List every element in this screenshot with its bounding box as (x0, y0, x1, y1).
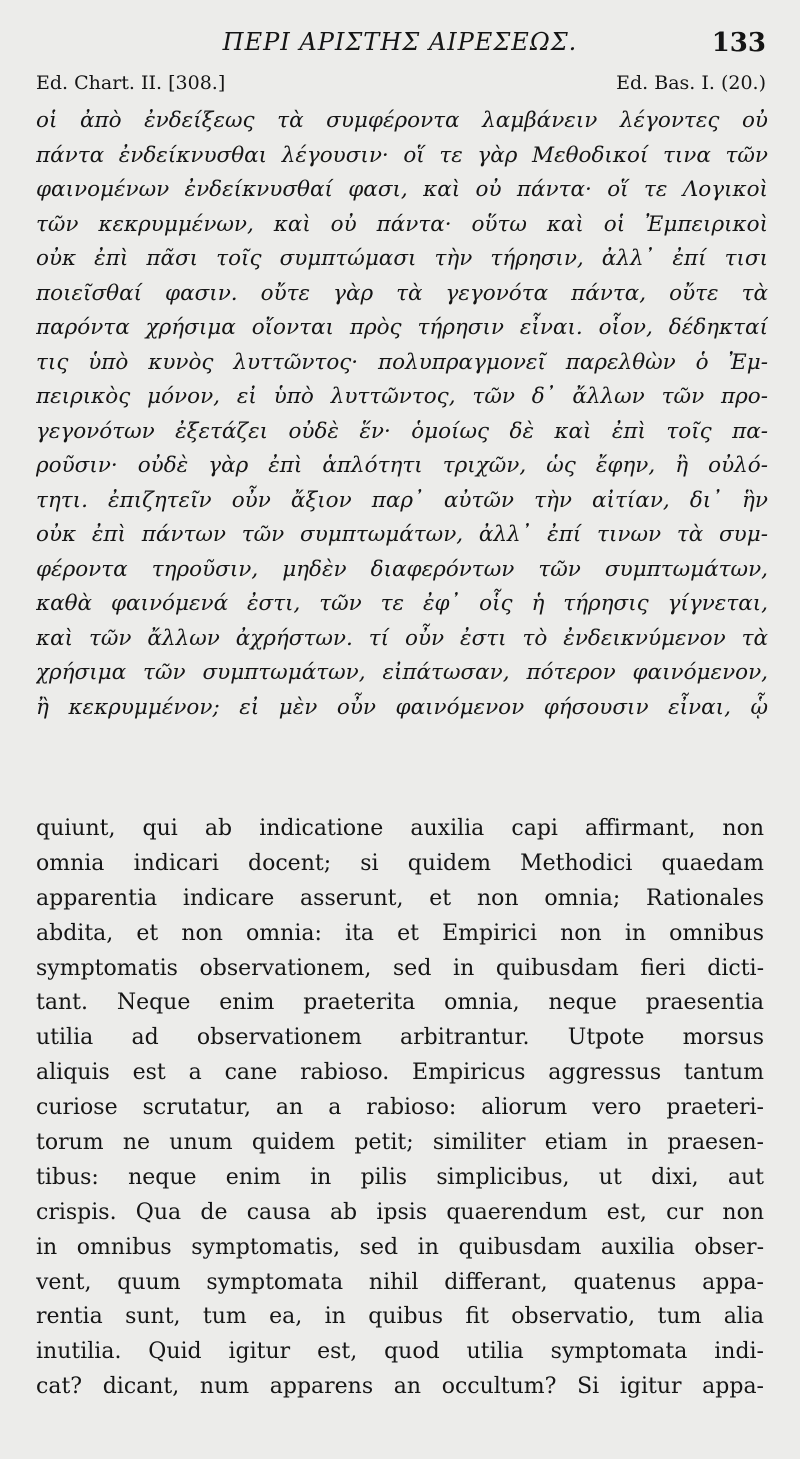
greek-line: καὶ τῶν ἄλλων ἀχρήστων. τί οὖν ἐστι τὸ ἐνδεικνύμενον τὰ (36, 625, 768, 651)
greek-line: τῶν κεκρυμμένων, καὶ οὐ πάντα· οὕτω καὶ οἱ Ἐμπειρικοὶ (36, 211, 768, 237)
greek-line: φέροντα τηροῦσιν, μηδὲν διαφερόντων τῶν συμπτωμάτων, (36, 556, 768, 582)
latin-line: inutilia. Quid igitur est, quod utilia symptomata indi- (36, 1339, 764, 1365)
latin-line: vent, quum symptomata nihil differant, quatenus appa- (36, 1269, 764, 1295)
greek-line: ροῦσιν· οὐδὲ γὰρ ἐπὶ ἁπλότητι τριχῶν, ὡς ἔφην, ἢ οὐλό- (36, 453, 768, 478)
basel-edition-reference: Ed. Bas. I. (20.) (616, 72, 766, 94)
running-title: ΠΕΡΙ ΑΡΙΣΤΗΣ ΑΙΡΕΣΕΩΣ. (222, 28, 578, 56)
latin-line: torum ne unum quidem petit; similiter etiam in praesen- (36, 1130, 764, 1156)
greek-line: τητι. ἐπιζητεῖν οὖν ἄξιον παρ᾽ αὐτῶν τὴν αἰτίαν, δι᾽ ἣν (36, 487, 768, 513)
latin-line: cat? dicant, num apparens an occultum? Si igitur appa- (36, 1374, 764, 1400)
greek-line: χρήσιμα τῶν συμπτωμάτων, εἰπάτωσαν, πότερον φαινόμενον, (36, 660, 768, 685)
latin-line: omnia indicari docent; si quidem Methodici quaedam (36, 850, 764, 876)
latin-line: rentia sunt, tum ea, in quibus fit observatio, tum alia (36, 1304, 764, 1330)
page-header (0, 28, 800, 68)
greek-line: πειρικὸς μόνον, εἰ ὑπὸ λυττῶντος, τῶν δ᾽ ἄλλων τῶν προ- (36, 384, 768, 409)
greek-text-block (36, 104, 768, 725)
greek-line: οὐκ ἐπὶ πάντων τῶν συμπτωμάτων, ἀλλ᾽ ἐπί τινων τὰ συμ- (36, 522, 768, 547)
greek-line: οὐκ ἐπὶ πᾶσι τοῖς συμπτώμασι τὴν τήρησιν, ἀλλ᾽ ἐπί τισι (36, 246, 768, 271)
greek-line: γεγονότων ἐξετάζει οὐδὲ ἕν· ὁμοίως δὲ καὶ ἐπὶ τοῖς πα- (36, 418, 768, 444)
latin-line: tant. Neque enim praeterita omnia, neque praesentia (36, 990, 764, 1016)
latin-line: crispis. Qua de causa ab ipsis quaerendum est, cur non (36, 1199, 764, 1225)
greek-line: φαινομένων ἐνδείκνυσθαί φασι, καὶ οὐ πάντα· οἵ τε Λογικοὶ (36, 177, 768, 202)
latin-line: quiunt, qui ab indicatione auxilia capi affirmant, non (36, 816, 764, 841)
chartier-edition-reference: Ed. Chart. II. [308.] (36, 72, 226, 94)
greek-line: παρόντα χρήσιμα οἴονται πρὸς τήρησιν εἶναι. οἷον, δέδηκταί (36, 315, 768, 340)
latin-line: abdita, et non omnia: ita et Empirici non in omnibus (36, 920, 764, 946)
latin-line: utilia ad observationem arbitrantur. Utpote morsus (36, 1025, 764, 1051)
latin-line: in omnibus symptomatis, sed in quibusdam auxilia obser- (36, 1234, 764, 1260)
latin-line: curiose scrutatur, an a rabioso: aliorum vero praeteri- (36, 1095, 764, 1121)
latin-line: tibus: neque enim in pilis simplicibus, ut dixi, aut (36, 1164, 764, 1190)
latin-line: apparentia indicare asserunt, et non omnia; Rationales (36, 885, 764, 911)
greek-line: πάντα ἐνδείκνυσθαι λέγουσιν· οἵ τε γὰρ Μεθοδικοί τινα τῶν (36, 142, 768, 168)
latin-text-block (36, 812, 764, 1405)
greek-line: ποιεῖσθαί φασιν. οὔτε γὰρ τὰ γεγονότα πάντα, οὔτε τὰ (36, 280, 768, 306)
greek-line: καθὰ φαινόμενά ἐστι, τῶν τε ἐφ᾽ οἷς ἡ τήρησις γίγνεται, (36, 591, 768, 616)
page-number: 133 (711, 28, 766, 58)
latin-line: symptomatis observationem, sed in quibusdam fieri dicti- (36, 955, 764, 981)
edition-references (36, 72, 766, 102)
latin-line: aliquis est a cane rabioso. Empiricus aggressus tantum (36, 1060, 764, 1086)
greek-line: οἱ ἀπὸ ἐνδείξεως τὰ συμφέροντα λαμβάνειν λέγοντες οὐ (36, 108, 768, 133)
greek-line: τις ὑπὸ κυνὸς λυττῶντος· πολυπραγμονεῖ παρελθὼν ὁ Ἐμ- (36, 349, 768, 375)
greek-line: ἢ κεκρυμμένον; εἰ μὲν οὖν φαινόμενον φήσουσιν εἶναι, ᾧ (36, 694, 768, 720)
